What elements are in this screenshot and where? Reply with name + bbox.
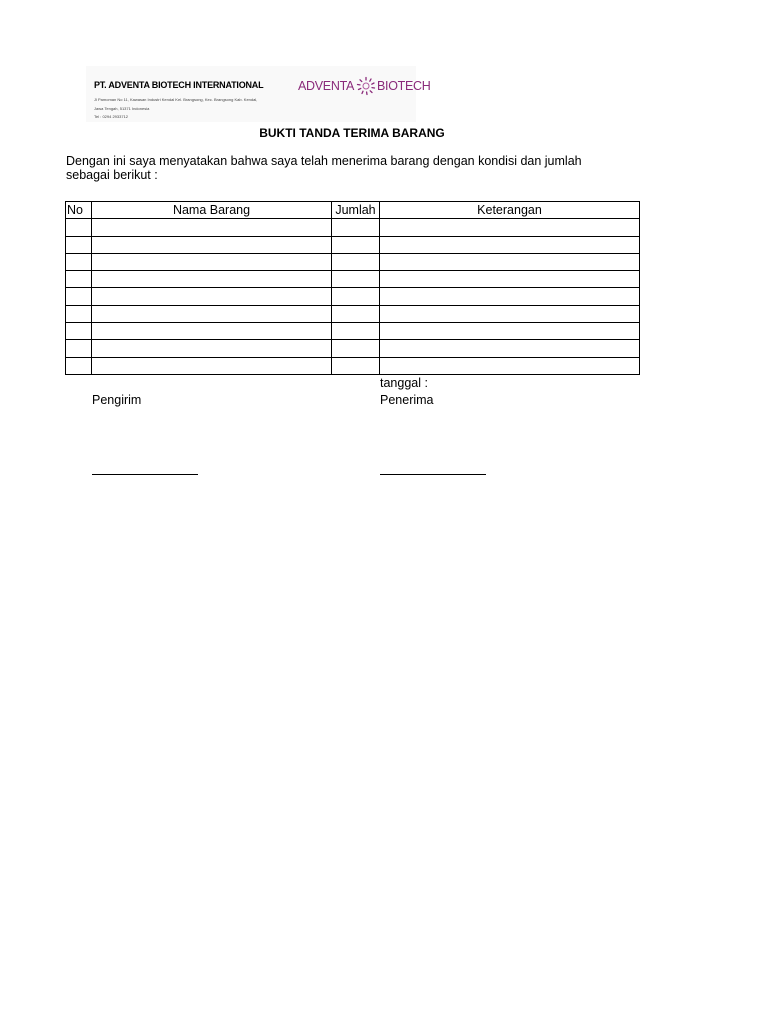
intro-line: sebagai berikut : bbox=[66, 168, 158, 182]
cell-jumlah bbox=[332, 288, 380, 305]
cell-keterangan bbox=[380, 340, 640, 357]
items-table bbox=[65, 201, 640, 375]
intro-statement bbox=[66, 154, 626, 182]
cell-keterangan bbox=[380, 219, 640, 236]
cell-jumlah bbox=[332, 219, 380, 236]
cell-no bbox=[66, 288, 92, 305]
sender-label: Pengirim bbox=[92, 393, 142, 407]
cell-jumlah bbox=[332, 340, 380, 357]
cell-nama-barang bbox=[92, 236, 332, 253]
table-row bbox=[66, 219, 640, 236]
cell-nama-barang bbox=[92, 340, 332, 357]
logo-text-left: ADVENTA bbox=[298, 79, 355, 93]
address-line: Jl Pamoman No 11, Kawasan Industri Kendal Kel. Brangsong, Kec. Brangsong Kab. Kendal, bbox=[94, 97, 258, 102]
cell-nama-barang bbox=[92, 219, 332, 236]
address-line: Jawa Tengah, 51371 Indonesia bbox=[94, 105, 150, 111]
receiver-label: Penerima bbox=[380, 393, 434, 407]
cell-jumlah bbox=[332, 253, 380, 270]
date-label: tanggal : bbox=[380, 376, 428, 390]
header-jumlah: Jumlah bbox=[332, 202, 380, 219]
receiver-signature-line bbox=[380, 474, 486, 475]
table-row bbox=[66, 288, 640, 305]
cell-nama-barang bbox=[92, 271, 332, 288]
document-title: BUKTI TANDA TERIMA BARANG bbox=[259, 126, 445, 140]
letterhead bbox=[86, 66, 431, 122]
cell-no bbox=[66, 357, 92, 374]
cell-keterangan bbox=[380, 236, 640, 253]
cell-nama-barang bbox=[92, 323, 332, 340]
cell-keterangan bbox=[380, 271, 640, 288]
cell-nama-barang bbox=[92, 305, 332, 322]
intro-line: Dengan ini saya menyatakan bahwa saya telah menerima barang dengan kondisi dan jumlah bbox=[66, 154, 582, 168]
cell-no bbox=[66, 305, 92, 322]
logo-text-right: BIOTECH bbox=[377, 79, 431, 93]
cell-no bbox=[66, 271, 92, 288]
header-no: No bbox=[66, 202, 92, 219]
company-logo bbox=[298, 76, 430, 96]
cell-no bbox=[66, 219, 92, 236]
cell-nama-barang bbox=[92, 357, 332, 374]
cell-no bbox=[66, 236, 92, 253]
cell-nama-barang bbox=[92, 288, 332, 305]
table-row bbox=[66, 253, 640, 270]
header-nama-barang: Nama Barang bbox=[92, 202, 332, 219]
cell-keterangan bbox=[380, 253, 640, 270]
header-keterangan: Keterangan bbox=[380, 202, 640, 219]
table-row bbox=[66, 323, 640, 340]
address-line: Tel : 0294 2933712 bbox=[94, 114, 129, 119]
cell-no bbox=[66, 340, 92, 357]
cell-keterangan bbox=[380, 357, 640, 374]
helix-logo-icon bbox=[356, 76, 376, 96]
cell-keterangan bbox=[380, 288, 640, 305]
company-name: PT. ADVENTA BIOTECH INTERNATIONAL bbox=[94, 80, 264, 90]
company-address bbox=[94, 96, 257, 122]
table-row bbox=[66, 271, 640, 288]
table-row bbox=[66, 357, 640, 374]
table-row bbox=[66, 340, 640, 357]
cell-jumlah bbox=[332, 271, 380, 288]
table-header-row bbox=[66, 202, 640, 219]
sender-signature-line bbox=[92, 474, 198, 475]
cell-nama-barang bbox=[92, 253, 332, 270]
table-row bbox=[66, 236, 640, 253]
cell-jumlah bbox=[332, 305, 380, 322]
cell-jumlah bbox=[332, 236, 380, 253]
cell-no bbox=[66, 323, 92, 340]
table-body bbox=[66, 219, 640, 375]
table-row bbox=[66, 305, 640, 322]
cell-keterangan bbox=[380, 323, 640, 340]
cell-no bbox=[66, 253, 92, 270]
cell-keterangan bbox=[380, 305, 640, 322]
cell-jumlah bbox=[332, 323, 380, 340]
cell-jumlah bbox=[332, 357, 380, 374]
